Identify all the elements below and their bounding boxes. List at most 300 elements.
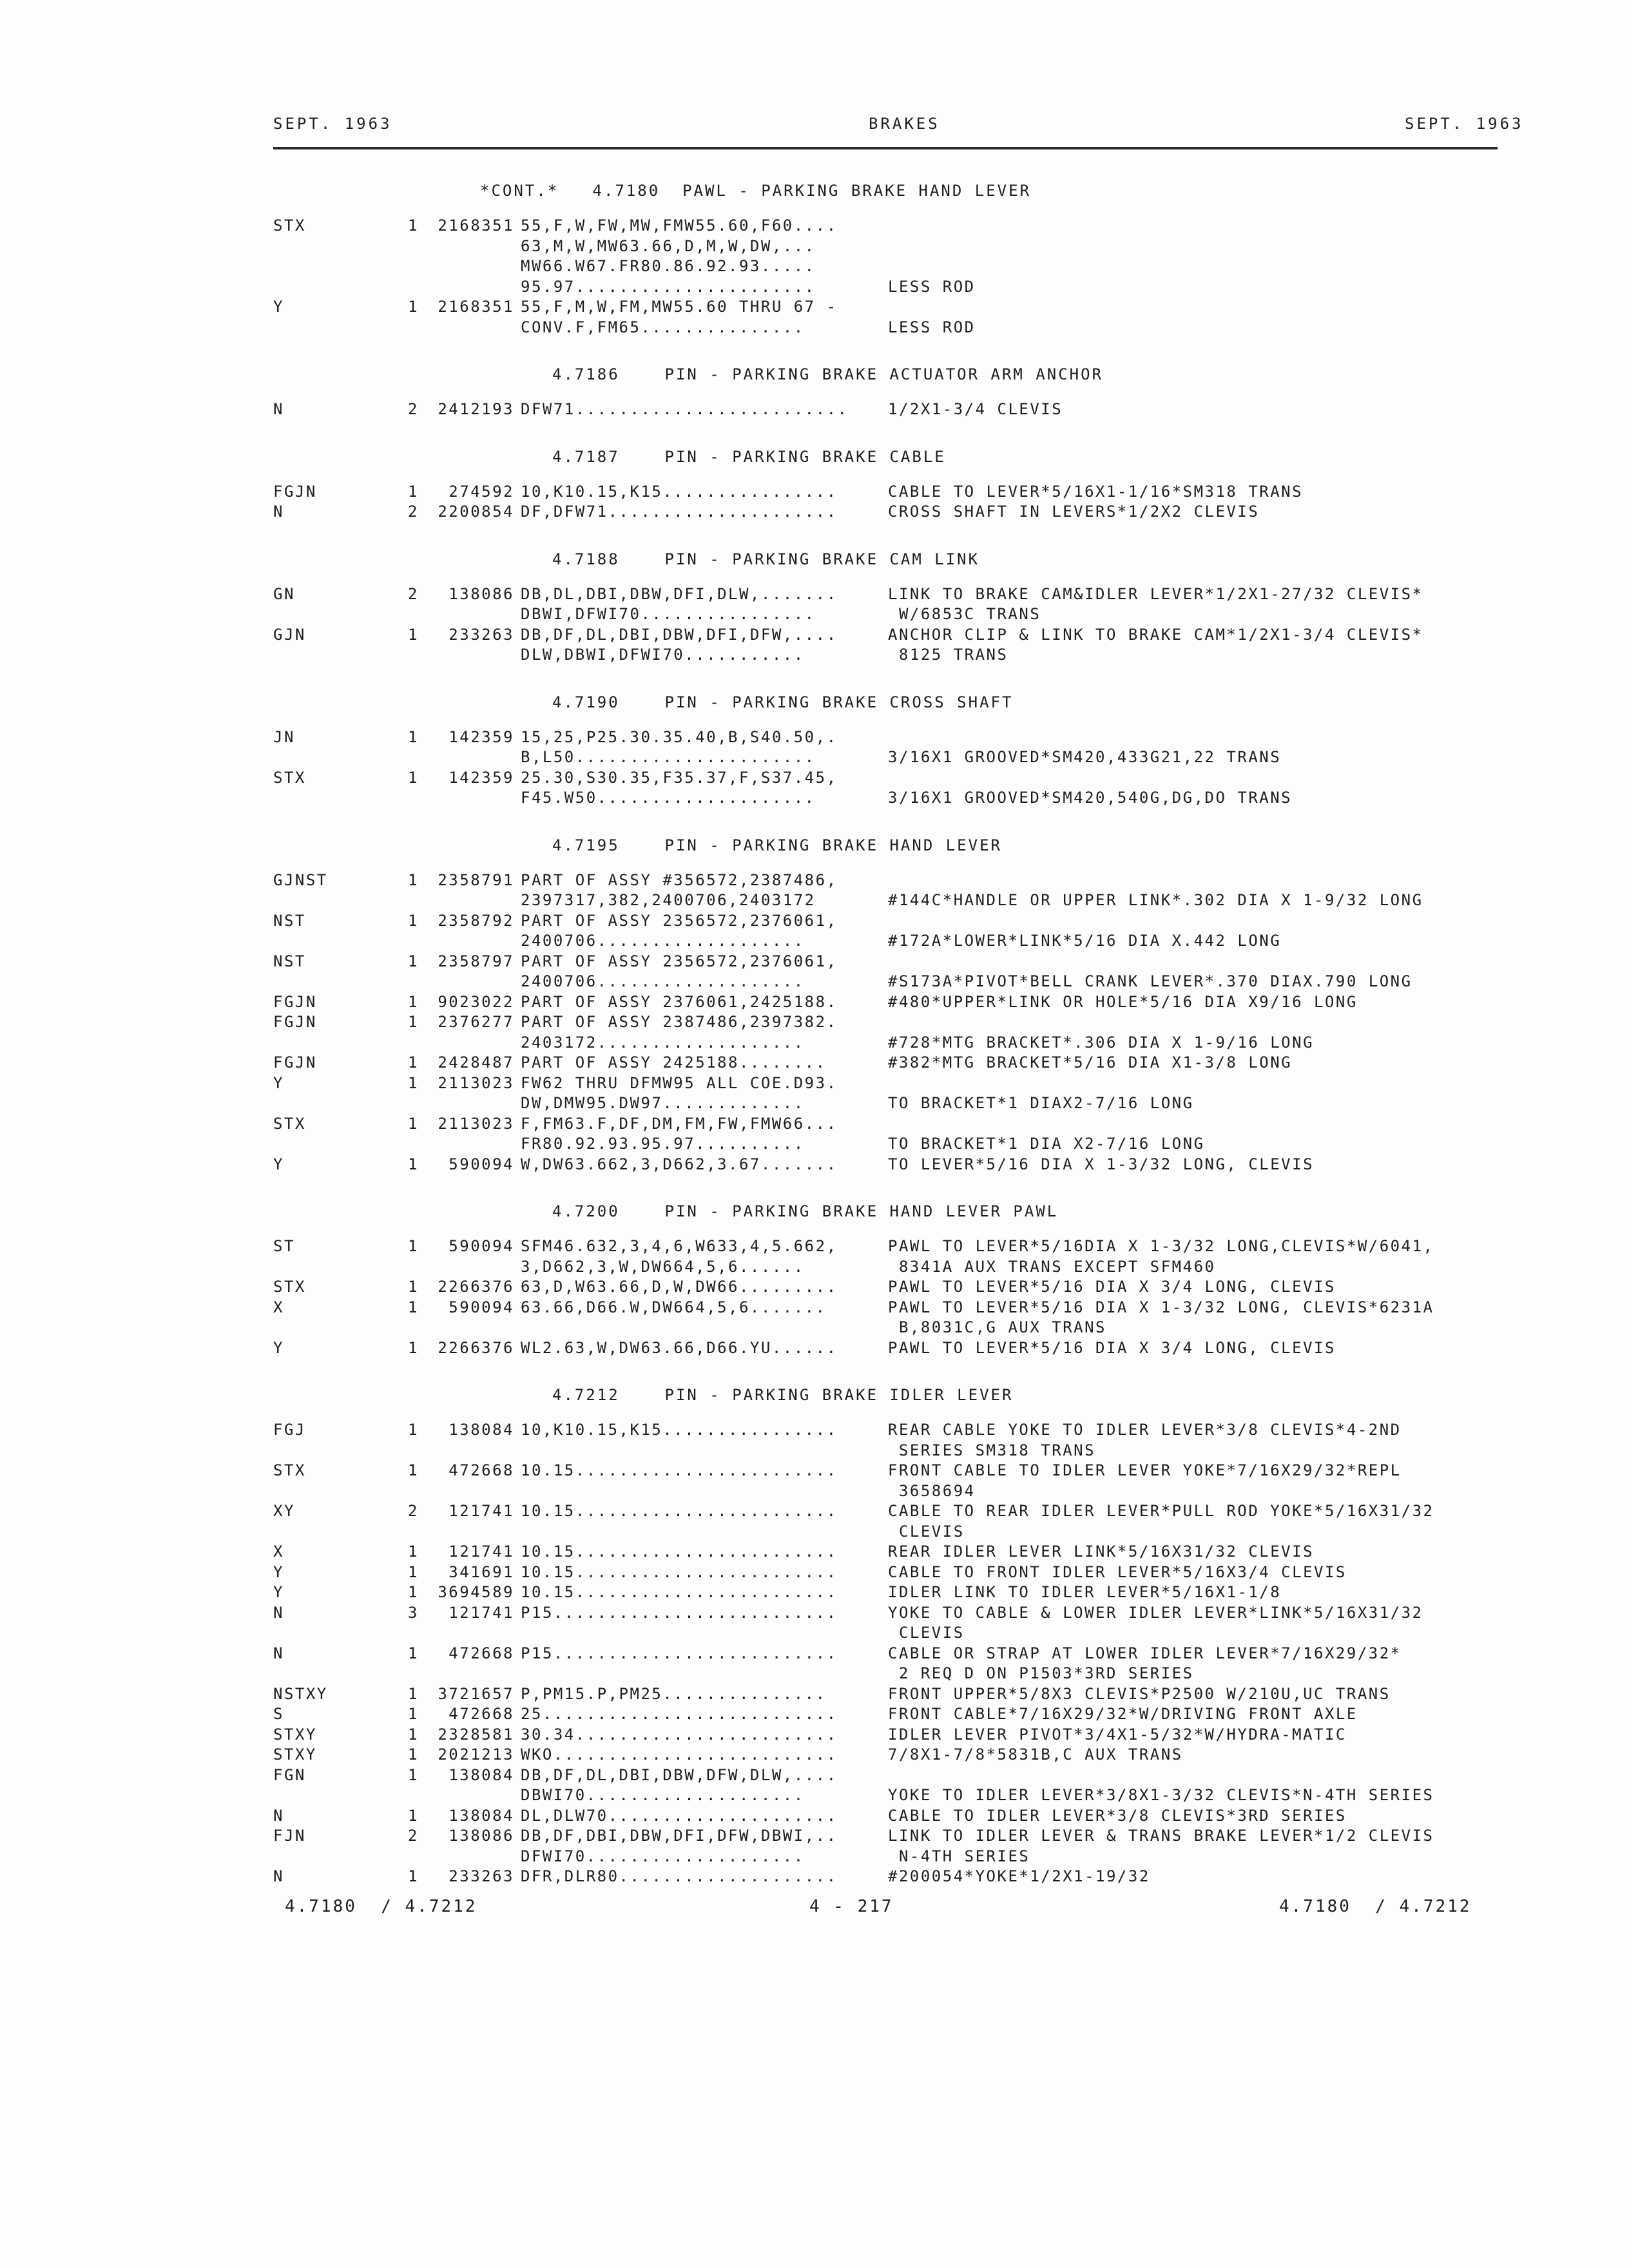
entry-line bbox=[0, 1827, 1629, 1847]
section-gap bbox=[0, 338, 1629, 359]
part-entry bbox=[0, 503, 1629, 523]
part-description: 3/16X1 GROOVED*SM420,540G,DG,DO TRANS bbox=[888, 789, 1293, 807]
entry-line bbox=[0, 646, 1629, 666]
part-entry bbox=[0, 483, 1629, 503]
part-number: 233263 bbox=[448, 625, 514, 644]
entry-line bbox=[0, 1583, 1629, 1604]
entry-line bbox=[0, 400, 1629, 421]
part-number: 2428487 bbox=[438, 1053, 514, 1072]
model-code: XY bbox=[273, 1502, 295, 1520]
part-entry bbox=[0, 1502, 1629, 1542]
part-entry bbox=[0, 1542, 1629, 1563]
model-applicability: PART OF ASSY 2425188........ bbox=[521, 1053, 827, 1072]
part-description: TO BRACKET*1 DIA X2-7/16 LONG bbox=[888, 1135, 1205, 1153]
model-applicability: DB,DF,DBI,DBW,DFI,DFW,DBWI,.. bbox=[521, 1827, 838, 1845]
part-description: ANCHOR CLIP & LINK TO BRAKE CAM*1/2X1-3/4 CLEVIS* bbox=[888, 625, 1423, 644]
model-applicability: 2403172................... bbox=[521, 1033, 805, 1052]
part-number: 341691 bbox=[448, 1562, 514, 1581]
entry-line bbox=[0, 1278, 1629, 1298]
entry-line bbox=[0, 1786, 1629, 1807]
quantity: 1 bbox=[408, 768, 419, 787]
part-number: 9023022 bbox=[438, 992, 514, 1011]
page-number: 4 - 217 bbox=[809, 1897, 894, 1916]
quantity: 1 bbox=[408, 625, 419, 644]
part-description: IDLER LEVER PIVOT*3/4X1-5/32*W/HYDRA-MATIC bbox=[888, 1725, 1347, 1744]
model-applicability: P15.......................... bbox=[521, 1644, 838, 1662]
model-code: NSTXY bbox=[273, 1684, 328, 1703]
section-heading bbox=[0, 544, 1629, 585]
model-applicability: WKO.......................... bbox=[521, 1745, 838, 1763]
entry-line bbox=[0, 748, 1629, 769]
model-code: STX bbox=[273, 768, 306, 787]
model-applicability: DF,DFW71..................... bbox=[521, 503, 838, 521]
quantity: 1 bbox=[408, 1684, 419, 1703]
model-applicability: SFM46.632,3,4,6,W633,4,5.662, bbox=[521, 1237, 838, 1255]
quantity: 1 bbox=[408, 1298, 419, 1316]
model-code: FGJN bbox=[273, 482, 317, 501]
model-code: GJNST bbox=[273, 870, 328, 889]
part-entry bbox=[0, 871, 1629, 912]
part-description: CLEVIS bbox=[888, 1624, 965, 1642]
part-number: 2358792 bbox=[438, 911, 514, 930]
model-applicability: 10.15........................ bbox=[521, 1542, 838, 1561]
entry-line bbox=[0, 257, 1629, 278]
quantity: 1 bbox=[408, 1073, 419, 1092]
part-entry bbox=[0, 1685, 1629, 1706]
part-number: 2168351 bbox=[438, 298, 514, 316]
part-entry bbox=[0, 1053, 1629, 1074]
part-entry bbox=[0, 1461, 1629, 1502]
quantity: 1 bbox=[408, 870, 419, 889]
part-entry bbox=[0, 1725, 1629, 1746]
quantity: 1 bbox=[408, 1114, 419, 1133]
model-code: FJN bbox=[273, 1827, 306, 1845]
quantity: 1 bbox=[408, 1542, 419, 1561]
part-number: 2412193 bbox=[438, 400, 514, 418]
part-number: 121741 bbox=[448, 1542, 514, 1561]
entry-line bbox=[0, 952, 1629, 973]
part-number: 274592 bbox=[448, 482, 514, 501]
model-code: FGJN bbox=[273, 992, 317, 1011]
model-applicability: W,DW63.662,3,D662,3.67....... bbox=[521, 1155, 838, 1173]
part-entry bbox=[0, 912, 1629, 952]
entry-line bbox=[0, 1705, 1629, 1725]
part-number: 2113023 bbox=[438, 1114, 514, 1133]
quantity: 2 bbox=[408, 1827, 419, 1845]
section-gap bbox=[0, 421, 1629, 441]
part-description: TO LEVER*5/16 DIA X 1-3/32 LONG, CLEVIS bbox=[888, 1155, 1315, 1173]
model-code: N bbox=[273, 1603, 284, 1622]
part-entry bbox=[0, 1074, 1629, 1115]
entry-line bbox=[0, 728, 1629, 749]
entry-line bbox=[0, 1115, 1629, 1135]
part-entry bbox=[0, 1421, 1629, 1461]
entry-line bbox=[0, 769, 1629, 789]
model-code: N bbox=[273, 1867, 284, 1885]
model-applicability: DBWI70.................... bbox=[521, 1786, 805, 1804]
part-entry bbox=[0, 1583, 1629, 1604]
model-code: STXY bbox=[273, 1745, 317, 1763]
quantity: 1 bbox=[408, 482, 419, 501]
model-applicability: PART OF ASSY 2387486,2397382. bbox=[521, 1013, 838, 1031]
model-code: S bbox=[273, 1705, 284, 1723]
part-entry bbox=[0, 585, 1629, 626]
quantity: 1 bbox=[408, 1765, 419, 1784]
part-entry bbox=[0, 769, 1629, 809]
part-entry bbox=[0, 1237, 1629, 1278]
quantity: 1 bbox=[408, 1583, 419, 1601]
model-code: STX bbox=[273, 1278, 306, 1296]
part-entry bbox=[0, 728, 1629, 769]
model-applicability: 63,D,W63.66,D,W,DW66......... bbox=[521, 1278, 838, 1296]
entry-line bbox=[0, 1237, 1629, 1258]
model-applicability: 63.66,D66.W,DW664,5,6....... bbox=[521, 1298, 827, 1316]
model-code: STX bbox=[273, 1114, 306, 1133]
model-applicability: MW66.W67.FR80.86.92.93..... bbox=[521, 257, 816, 275]
model-applicability: PART OF ASSY 2356572,2376061, bbox=[521, 952, 838, 970]
model-applicability: 2397317,382,2400706,2403172 bbox=[521, 891, 816, 909]
quantity: 1 bbox=[408, 1562, 419, 1581]
part-description: #200054*YOKE*1/2X1-19/32 bbox=[888, 1867, 1150, 1885]
entry-line bbox=[0, 1725, 1629, 1746]
model-applicability: 30.34........................ bbox=[521, 1725, 838, 1744]
part-description: PAWL TO LEVER*5/16 DIA X 3/4 LONG, CLEVIS bbox=[888, 1338, 1336, 1357]
part-description: LINK TO IDLER LEVER & TRANS BRAKE LEVER*1/2 CLEVIS bbox=[888, 1827, 1434, 1845]
part-description: 3/16X1 GROOVED*SM420,433G21,22 TRANS bbox=[888, 748, 1282, 766]
part-entry bbox=[0, 1766, 1629, 1807]
part-description: YOKE TO IDLER LEVER*3/8X1-3/32 CLEVIS*N-4TH SERIES bbox=[888, 1786, 1434, 1804]
section-heading bbox=[0, 359, 1629, 400]
entry-line bbox=[0, 891, 1629, 912]
model-applicability: F45.W50.................... bbox=[521, 789, 816, 807]
part-description: CABLE TO IDLER LEVER*3/8 CLEVIS*3RD SERIES bbox=[888, 1806, 1347, 1825]
part-number: 142359 bbox=[448, 768, 514, 787]
model-code: ST bbox=[273, 1237, 295, 1255]
entry-line bbox=[0, 1441, 1629, 1462]
part-description: 3658694 bbox=[888, 1481, 976, 1500]
entry-line bbox=[0, 1135, 1629, 1155]
model-applicability: DBWI,DFWI70................ bbox=[521, 605, 816, 623]
model-code: X bbox=[273, 1298, 284, 1316]
part-number: 590094 bbox=[448, 1298, 514, 1316]
part-description: LINK TO BRAKE CAM&IDLER LEVER*1/2X1-27/32 CLEVIS* bbox=[888, 584, 1423, 603]
part-number: 590094 bbox=[448, 1237, 514, 1255]
model-code: FGN bbox=[273, 1765, 306, 1784]
part-number: 2358797 bbox=[438, 952, 514, 970]
part-entry bbox=[0, 1013, 1629, 1053]
quantity: 2 bbox=[408, 1502, 419, 1520]
section-gap bbox=[0, 666, 1629, 687]
part-description: CABLE TO LEVER*5/16X1-1/16*SM318 TRANS bbox=[888, 482, 1304, 501]
model-code: Y bbox=[273, 298, 284, 316]
entry-line bbox=[0, 298, 1629, 318]
part-description: #172A*LOWER*LINK*5/16 DIA X.442 LONG bbox=[888, 932, 1282, 950]
model-applicability: CONV.F,FM65............... bbox=[521, 318, 805, 336]
part-number: 233263 bbox=[448, 1867, 514, 1885]
part-number: 2266376 bbox=[438, 1338, 514, 1357]
model-applicability: 10.15........................ bbox=[521, 1583, 838, 1601]
entry-line bbox=[0, 1318, 1629, 1339]
part-number: 3694589 bbox=[438, 1583, 514, 1601]
part-description: #728*MTG BRACKET*.306 DIA X 1-9/16 LONG bbox=[888, 1033, 1315, 1052]
model-code: Y bbox=[273, 1073, 284, 1092]
model-code: Y bbox=[273, 1338, 284, 1357]
entry-line bbox=[0, 993, 1629, 1014]
part-description: CROSS SHAFT IN LEVERS*1/2X2 CLEVIS bbox=[888, 503, 1260, 521]
part-description: FRONT CABLE*7/16X29/32*W/DRIVING FRONT AXLE bbox=[888, 1705, 1358, 1723]
model-applicability: 55,F,W,FW,MW,FMW55.60,F60.... bbox=[521, 216, 838, 235]
section-gap bbox=[0, 1359, 1629, 1379]
entry-line bbox=[0, 1604, 1629, 1624]
model-code: STXY bbox=[273, 1725, 317, 1744]
part-entry bbox=[0, 1298, 1629, 1339]
entry-line bbox=[0, 972, 1629, 993]
entry-line bbox=[0, 1461, 1629, 1482]
part-number: 121741 bbox=[448, 1603, 514, 1622]
entry-line bbox=[0, 278, 1629, 298]
model-applicability: 25........................... bbox=[521, 1705, 838, 1723]
model-code: FGJN bbox=[273, 1013, 317, 1031]
part-number: 2266376 bbox=[438, 1278, 514, 1296]
model-applicability: P15.......................... bbox=[521, 1603, 838, 1622]
part-number: 2113023 bbox=[438, 1073, 514, 1092]
entry-line bbox=[0, 1624, 1629, 1644]
model-applicability: B,L50...................... bbox=[521, 748, 816, 766]
part-entry bbox=[0, 1604, 1629, 1644]
part-description: 8341A AUX TRANS EXCEPT SFM460 bbox=[888, 1257, 1216, 1276]
section-heading bbox=[0, 1196, 1629, 1237]
entry-line bbox=[0, 1745, 1629, 1766]
section-heading bbox=[0, 441, 1629, 483]
part-description: N-4TH SERIES bbox=[888, 1847, 1030, 1865]
entry-line bbox=[0, 1847, 1629, 1868]
model-code: N bbox=[273, 400, 284, 418]
entry-line bbox=[0, 585, 1629, 606]
part-entry bbox=[0, 1339, 1629, 1360]
model-code: STX bbox=[273, 216, 306, 235]
model-applicability: DB,DF,DL,DBI,DBW,DFI,DFW,.... bbox=[521, 625, 838, 644]
part-description: #480*UPPER*LINK OR HOLE*5/16 DIA X9/16 LONG bbox=[888, 992, 1358, 1011]
model-applicability: FW62 THRU DFMW95 ALL COE.D93. bbox=[521, 1073, 838, 1092]
model-applicability: DW,DMW95.DW97............. bbox=[521, 1094, 805, 1112]
model-code: NST bbox=[273, 952, 306, 970]
part-number: 2358791 bbox=[438, 870, 514, 889]
quantity: 1 bbox=[408, 216, 419, 235]
entry-line bbox=[0, 1033, 1629, 1054]
quantity: 1 bbox=[408, 992, 419, 1011]
model-applicability: DFWI70.................... bbox=[521, 1847, 805, 1865]
model-applicability: PART OF ASSY 2376061,2425188. bbox=[521, 992, 838, 1011]
part-description: #382*MTG BRACKET*5/16 DIA X1-3/8 LONG bbox=[888, 1053, 1293, 1072]
entry-line bbox=[0, 932, 1629, 952]
section-title: 4.7190 PIN - PARKING BRAKE CROSS SHAFT bbox=[552, 693, 1014, 711]
quantity: 1 bbox=[408, 911, 419, 930]
part-description: PAWL TO LEVER*5/16 DIA X 3/4 LONG, CLEVIS bbox=[888, 1278, 1336, 1296]
part-description: B,8031C,G AUX TRANS bbox=[888, 1318, 1106, 1336]
part-number: 138084 bbox=[448, 1765, 514, 1784]
part-description: REAR IDLER LEVER LINK*5/16X31/32 CLEVIS bbox=[888, 1542, 1315, 1561]
model-applicability: 10,K10.15,K15................ bbox=[521, 1421, 838, 1439]
entry-line bbox=[0, 1155, 1629, 1176]
section-heading bbox=[0, 687, 1629, 728]
model-code: STX bbox=[273, 1461, 306, 1479]
part-number: 590094 bbox=[448, 1155, 514, 1173]
entry-line bbox=[0, 216, 1629, 237]
header-date-left: SEPT. 1963 bbox=[273, 115, 392, 133]
quantity: 1 bbox=[408, 1338, 419, 1357]
quantity: 1 bbox=[408, 1745, 419, 1763]
model-applicability: 2400706................... bbox=[521, 932, 805, 950]
entry-line bbox=[0, 1644, 1629, 1665]
model-code: X bbox=[273, 1542, 284, 1561]
entry-line bbox=[0, 912, 1629, 932]
model-code: Y bbox=[273, 1583, 284, 1601]
part-number: 2200854 bbox=[438, 503, 514, 521]
part-number: 2328581 bbox=[438, 1725, 514, 1744]
section-heading bbox=[0, 1379, 1629, 1421]
part-entry bbox=[0, 298, 1629, 338]
model-applicability: 2400706................... bbox=[521, 972, 805, 990]
footer-range-left: 4.7180 / 4.7212 bbox=[285, 1897, 477, 1916]
model-applicability: 25.30,S30.35,F35.37,F,S37.45, bbox=[521, 768, 838, 787]
section-title: 4.7186 PIN - PARKING BRAKE ACTUATOR ARM ANCHOR bbox=[552, 365, 1104, 383]
header-section-title: BRAKES bbox=[869, 115, 940, 133]
model-applicability: 55,F,M,W,FM,MW55.60 THRU 67 - bbox=[521, 298, 838, 316]
entry-line bbox=[0, 1523, 1629, 1543]
parts-list bbox=[0, 175, 1629, 1888]
section-title: 4.7212 PIN - PARKING BRAKE IDLER LEVER bbox=[552, 1386, 1014, 1404]
model-applicability: DL,DLW70..................... bbox=[521, 1806, 838, 1825]
section-heading bbox=[0, 830, 1629, 871]
section-gap bbox=[0, 523, 1629, 544]
entry-line bbox=[0, 626, 1629, 646]
entry-line bbox=[0, 318, 1629, 339]
model-applicability: WL2.63,W,DW63.66,D66.YU...... bbox=[521, 1338, 838, 1357]
quantity: 2 bbox=[408, 503, 419, 521]
part-description: CLEVIS bbox=[888, 1522, 965, 1541]
model-applicability: 63,M,W,MW63.66,D,M,W,DW,... bbox=[521, 236, 816, 255]
part-number: 3721657 bbox=[438, 1684, 514, 1703]
part-description: #144C*HANDLE OR UPPER LINK*.302 DIA X 1-9/32 LONG bbox=[888, 891, 1423, 909]
entry-line bbox=[0, 1867, 1629, 1888]
entry-line bbox=[0, 1502, 1629, 1523]
section-gap bbox=[0, 1175, 1629, 1196]
part-number: 472668 bbox=[448, 1705, 514, 1723]
model-code: N bbox=[273, 1806, 284, 1825]
part-entry bbox=[0, 216, 1629, 298]
entry-line bbox=[0, 237, 1629, 258]
part-description: TO BRACKET*1 DIAX2-7/16 LONG bbox=[888, 1094, 1194, 1112]
model-applicability: DB,DL,DBI,DBW,DFI,DLW,....... bbox=[521, 584, 838, 603]
part-description: SERIES SM318 TRANS bbox=[888, 1441, 1096, 1459]
model-applicability: DB,DF,DL,DBI,DBW,DFW,DLW,.... bbox=[521, 1765, 838, 1784]
quantity: 1 bbox=[408, 1053, 419, 1072]
part-number: 2168351 bbox=[438, 216, 514, 235]
part-description: CABLE OR STRAP AT LOWER IDLER LEVER*7/16X29/32* bbox=[888, 1644, 1402, 1662]
part-entry bbox=[0, 993, 1629, 1014]
part-number: 121741 bbox=[448, 1502, 514, 1520]
part-number: 472668 bbox=[448, 1461, 514, 1479]
section-title: 4.7200 PIN - PARKING BRAKE HAND LEVER PAWL bbox=[552, 1202, 1059, 1220]
part-description: 2 REQ D ON P1503*3RD SERIES bbox=[888, 1664, 1194, 1682]
entry-line bbox=[0, 1766, 1629, 1787]
section-gap bbox=[0, 809, 1629, 830]
model-applicability: P,PM15.P,PM25............... bbox=[521, 1684, 827, 1703]
model-code: GN bbox=[273, 584, 295, 603]
quantity: 1 bbox=[408, 298, 419, 316]
entry-line bbox=[0, 1563, 1629, 1584]
section-title: 4.7187 PIN - PARKING BRAKE CABLE bbox=[552, 447, 946, 466]
entry-line bbox=[0, 1482, 1629, 1503]
part-entry bbox=[0, 1827, 1629, 1867]
quantity: 1 bbox=[408, 952, 419, 970]
header-rule bbox=[273, 147, 1498, 149]
quantity: 1 bbox=[408, 1461, 419, 1479]
part-entry bbox=[0, 1644, 1629, 1685]
entry-line bbox=[0, 1258, 1629, 1278]
entry-line bbox=[0, 1339, 1629, 1360]
part-description: IDLER LINK TO IDLER LEVER*5/16X1-1/8 bbox=[888, 1583, 1282, 1601]
part-entry bbox=[0, 1745, 1629, 1766]
quantity: 1 bbox=[408, 1155, 419, 1173]
quantity: 2 bbox=[408, 584, 419, 603]
part-description: W/6853C TRANS bbox=[888, 605, 1041, 623]
model-applicability: 15,25,P25.30.35.40,B,S40.50,. bbox=[521, 727, 838, 746]
part-description: YOKE TO CABLE & LOWER IDLER LEVER*LINK*5/16X31/32 bbox=[888, 1603, 1423, 1622]
entry-line bbox=[0, 1298, 1629, 1319]
entry-line bbox=[0, 483, 1629, 503]
model-applicability: 10.15........................ bbox=[521, 1502, 838, 1520]
section-heading bbox=[0, 175, 1629, 216]
model-applicability: 10.15........................ bbox=[521, 1562, 838, 1581]
entry-line bbox=[0, 1685, 1629, 1706]
entry-line bbox=[0, 1542, 1629, 1563]
part-number: 2376277 bbox=[438, 1013, 514, 1031]
part-number: 138084 bbox=[448, 1421, 514, 1439]
part-number: 142359 bbox=[448, 727, 514, 746]
entry-line bbox=[0, 1013, 1629, 1033]
model-applicability: DFW71......................... bbox=[521, 400, 849, 418]
quantity: 1 bbox=[408, 1725, 419, 1744]
footer-range-right: 4.7180 / 4.7212 bbox=[1279, 1897, 1472, 1916]
model-applicability: 10.15........................ bbox=[521, 1461, 838, 1479]
part-entry bbox=[0, 1278, 1629, 1298]
model-code: FGJ bbox=[273, 1421, 306, 1439]
model-code: JN bbox=[273, 727, 295, 746]
part-description: 1/2X1-3/4 CLEVIS bbox=[888, 400, 1063, 418]
part-number: 472668 bbox=[448, 1644, 514, 1662]
entry-line bbox=[0, 1074, 1629, 1095]
model-code: Y bbox=[273, 1562, 284, 1581]
entry-line bbox=[0, 789, 1629, 809]
quantity: 1 bbox=[408, 727, 419, 746]
quantity: 1 bbox=[408, 1013, 419, 1031]
model-code: NST bbox=[273, 911, 306, 930]
quantity: 1 bbox=[408, 1644, 419, 1662]
section-title: 4.7188 PIN - PARKING BRAKE CAM LINK bbox=[552, 550, 980, 568]
part-description: FRONT UPPER*5/8X3 CLEVIS*P2500 W/210U,UC TRANS bbox=[888, 1684, 1391, 1703]
quantity: 1 bbox=[408, 1278, 419, 1296]
model-code: Y bbox=[273, 1155, 284, 1173]
entry-line bbox=[0, 503, 1629, 523]
quantity: 1 bbox=[408, 1421, 419, 1439]
entry-line bbox=[0, 605, 1629, 626]
quantity: 3 bbox=[408, 1603, 419, 1622]
header-date-right: SEPT. 1963 bbox=[1405, 115, 1524, 133]
part-number: 138086 bbox=[448, 584, 514, 603]
part-description: REAR CABLE YOKE TO IDLER LEVER*3/8 CLEVIS*4-2ND bbox=[888, 1421, 1402, 1439]
entry-line bbox=[0, 1664, 1629, 1685]
